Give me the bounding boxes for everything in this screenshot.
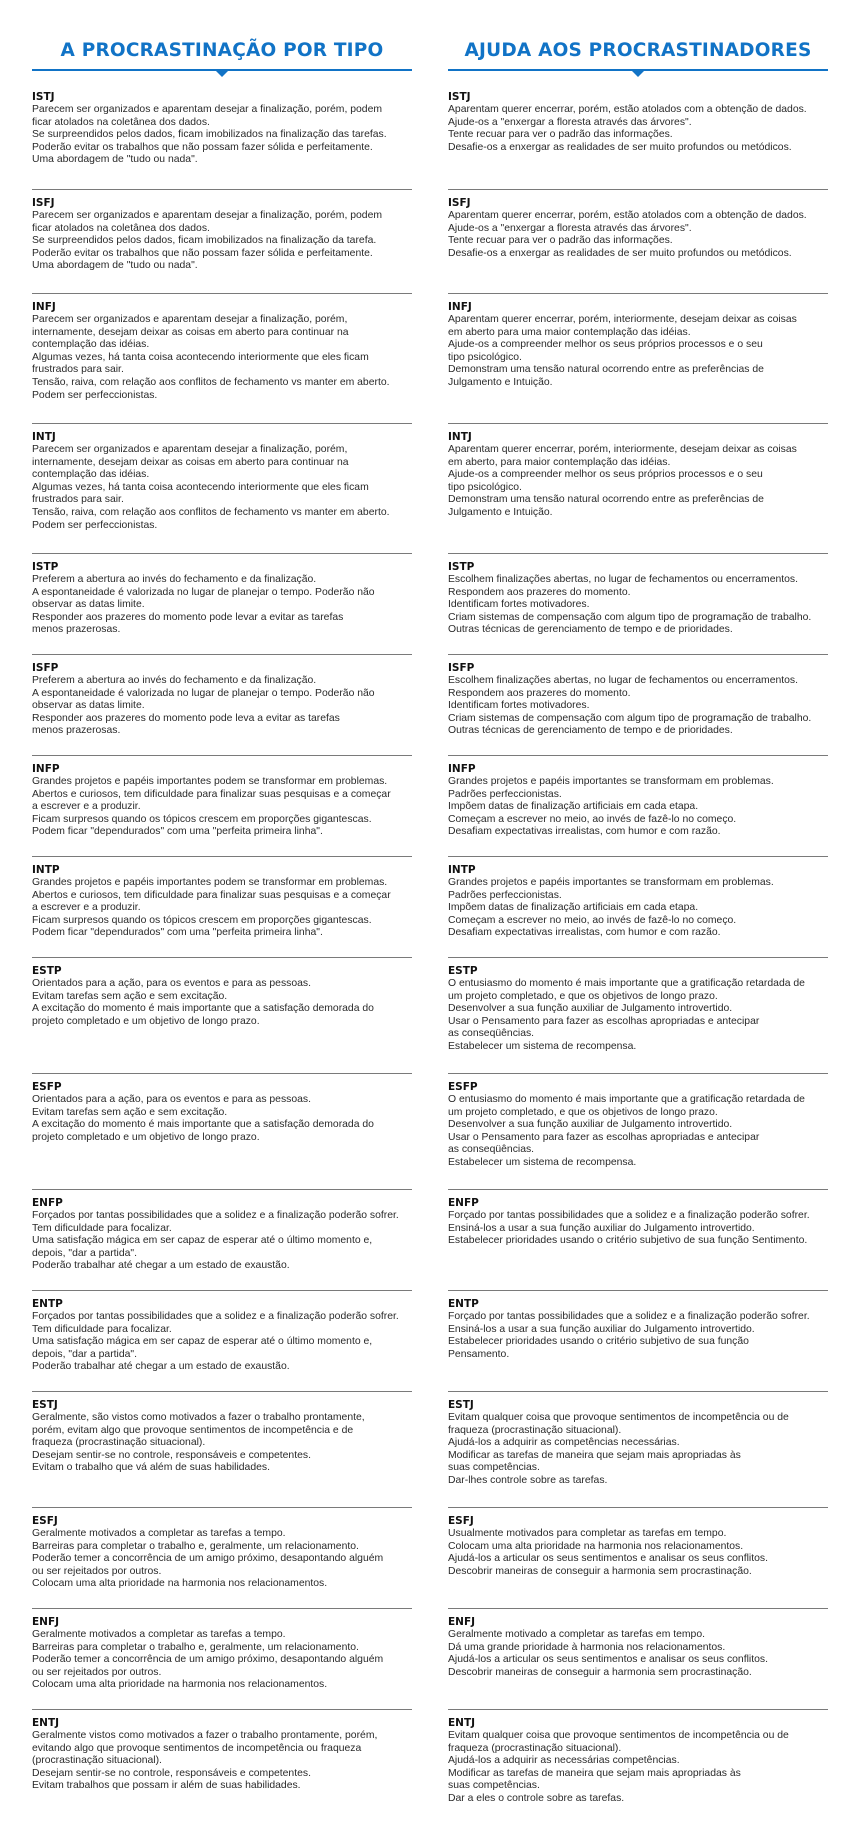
help-cell bbox=[448, 1073, 828, 1189]
description-line: A espontaneidade é valorizada no lugar de planejar o tempo. Poderão não bbox=[32, 586, 375, 598]
description-line: fraqueza (procrastinação situacional). bbox=[32, 1437, 206, 1449]
type-code: ENTJ bbox=[32, 1717, 60, 1729]
type-row bbox=[32, 85, 828, 189]
description-line: tipo psicológico. bbox=[448, 351, 522, 363]
description-line: Podem ficar "dependurados" com uma "perfeita primeira linha". bbox=[32, 826, 323, 838]
description-line: Identificam fortes motivadores. bbox=[448, 700, 590, 712]
help-cell bbox=[448, 85, 828, 189]
description-line: Demonstram uma tensão natural ocorrendo entre as preferências de bbox=[448, 364, 764, 376]
description-line: Poderão trabalhar até chegar a um estado de exaustão. bbox=[32, 1361, 290, 1373]
description-line: depois, "dar a partida". bbox=[32, 1348, 137, 1360]
description-line: Estabelecer um sistema de recompensa. bbox=[448, 1156, 637, 1168]
type-row bbox=[32, 1391, 828, 1507]
description-line: porém, evitam algo que provoque sentimentos de incompetência e de bbox=[32, 1424, 354, 1436]
type-code: ISFP bbox=[448, 662, 475, 674]
procrastination-cell bbox=[32, 755, 412, 856]
description-line: Desenvolver a sua função auxiliar de Julgamento introvertido. bbox=[448, 1119, 733, 1131]
left-column-title: A PROCRASTINAÇÃO POR TIPO bbox=[60, 40, 384, 61]
description-line: Identificam fortes motivadores. bbox=[448, 599, 590, 611]
description-line: Ficam surpresos quando os tópicos crescem em proporções gigantescas. bbox=[32, 813, 372, 825]
description-line: suas competências. bbox=[448, 1462, 540, 1474]
description-line: Tem dificuldade para focalizar. bbox=[32, 1222, 172, 1234]
description-line: Poderão temer a concorrência de um amigo próximo, desapontando alguém bbox=[32, 1553, 384, 1565]
description-line: Geralmente vistos como motivados a fazer o trabalho prontamente, porém, bbox=[32, 1730, 378, 1741]
description-line: Poderão trabalhar até chegar a um estado de exaustão. bbox=[32, 1260, 290, 1272]
description-line: internamente, desejam deixar as coisas em aberto para continuar na bbox=[32, 456, 349, 468]
procrastination-cell bbox=[32, 1608, 412, 1709]
description-line: A excitação do momento é mais importante que a satisfação demorada do bbox=[32, 1003, 374, 1015]
description-line: Podem ficar "dependurados" com uma "perfeita primeira linha". bbox=[32, 927, 323, 939]
type-code: INFP bbox=[448, 763, 476, 775]
help-cell bbox=[448, 856, 828, 957]
description-line: Começam a escrever no meio, ao invés de fazê-lo no começo. bbox=[448, 914, 737, 926]
description-line: Tensão, raiva, com relação aos conflitos de fechamento vs manter em aberto. bbox=[32, 376, 390, 388]
description-line: A espontaneidade é valorizada no lugar de planejar o tempo. Poderão não bbox=[32, 687, 375, 699]
description-line: Orientados para a ação, para os eventos e para as pessoas. bbox=[32, 1094, 311, 1105]
description-line: Outras técnicas de gerenciamento de tempo e de prioridades. bbox=[448, 725, 733, 737]
procrastination-cell bbox=[32, 856, 412, 957]
description-line: Geralmente motivado a completar as tarefas em tempo. bbox=[448, 1629, 705, 1640]
description-line: Desafiam expectativas irrealistas, com humor e com razão. bbox=[448, 826, 721, 838]
description-line: Abertos e curiosos, tem dificuldade para finalizar suas pesquisas e a começar bbox=[32, 889, 391, 901]
description-line: Ajudá-los a articular os seus sentimentos e analisar os seus conflitos. bbox=[448, 1654, 768, 1666]
procrastination-cell bbox=[32, 1709, 412, 1819]
right-column-title: AJUDA AOS PROCRASTINADORES bbox=[464, 40, 812, 61]
description-line: Tente recuar para ver o padrão das informações. bbox=[448, 129, 673, 141]
description-line: Julgamento e Intuição. bbox=[448, 506, 553, 518]
type-row bbox=[32, 957, 828, 1073]
help-cell bbox=[448, 654, 828, 755]
type-code: ISFJ bbox=[448, 197, 471, 209]
description-line: Podem ser perfeccionistas. bbox=[32, 519, 158, 531]
description-line: Colocam uma alta prioridade na harmonia nos relacionamentos. bbox=[448, 1540, 744, 1552]
help-cell bbox=[448, 189, 828, 293]
description-line: Dá uma grande prioridade à harmonia nos relacionamentos. bbox=[448, 1641, 726, 1653]
description-line: Usar o Pensamento para fazer as escolhas apropriadas e antecipar bbox=[448, 1131, 760, 1143]
procrastination-cell bbox=[32, 553, 412, 654]
description-line: Impõem datas de finalização artificiais em cada etapa. bbox=[448, 902, 699, 914]
description-line: Padrões perfeccionistas. bbox=[448, 889, 562, 901]
description-line: as conseqüências. bbox=[448, 1144, 535, 1156]
type-row bbox=[32, 553, 828, 654]
description-line: Ajudá-los a articular os seus sentimentos e analisar os seus conflitos. bbox=[448, 1553, 768, 1565]
description-line: Se surpreendidos pelos dados, ficam imobilizados na finalização da tarefa. bbox=[32, 235, 377, 247]
description-line: depois, "dar a partida". bbox=[32, 1247, 137, 1259]
description-line: em aberto, para maior contemplação das idéias. bbox=[448, 456, 671, 468]
description-line: Julgamento e Intuição. bbox=[448, 376, 553, 388]
procrastination-cell bbox=[32, 293, 412, 423]
type-code: ESTJ bbox=[448, 1399, 474, 1411]
description-line: fraqueza (procrastinação situacional). bbox=[448, 1424, 622, 1436]
description-line: Barreiras para completar o trabalho e, geralmente, um relacionamento. bbox=[32, 1641, 359, 1653]
description-line: Aparentam querer encerrar, porém, estão atolados com a obtenção de dados. bbox=[448, 104, 807, 115]
caret-down-icon bbox=[216, 71, 228, 77]
description-line: Aparentam querer encerrar, porém, interiormente, desejam deixar as coisas bbox=[448, 444, 797, 455]
help-cell bbox=[448, 423, 828, 553]
type-row bbox=[32, 654, 828, 755]
description-line: tipo psicológico. bbox=[448, 481, 522, 493]
description-line: Abertos e curiosos, tem dificuldade para finalizar suas pesquisas e a começar bbox=[32, 788, 391, 800]
type-code: ISTJ bbox=[32, 91, 55, 103]
caret-down-icon bbox=[632, 71, 644, 77]
left-column-header bbox=[32, 40, 412, 71]
description-line: frustrados para sair. bbox=[32, 494, 124, 506]
description-line: Escolhem finalizações abertas, no lugar de fechamentos ou encerramentos. bbox=[448, 574, 799, 585]
description-line: Preferem a abertura ao invés do fechamento e da finalização. bbox=[32, 675, 317, 686]
description-line: Uma satisfação mágica em ser capaz de esperar até o último momento e, bbox=[32, 1336, 373, 1348]
description-line: Respondem aos prazeres do momento. bbox=[448, 687, 631, 699]
description-line: Estabelecer um sistema de recompensa. bbox=[448, 1040, 637, 1052]
type-code: ISFP bbox=[32, 662, 59, 674]
description-line: Uma satisfação mágica em ser capaz de esperar até o último momento e, bbox=[32, 1235, 373, 1247]
right-column-header bbox=[448, 40, 828, 71]
type-row bbox=[32, 293, 828, 423]
description-line: Padrões perfeccionistas. bbox=[448, 788, 562, 800]
description-line: observar as datas limite. bbox=[32, 700, 145, 712]
help-cell bbox=[448, 1391, 828, 1507]
description-line: Colocam uma alta prioridade na harmonia nos relacionamentos. bbox=[32, 1679, 328, 1691]
description-line: um projeto completado, e que os objetivos de longo prazo. bbox=[448, 1106, 718, 1118]
type-code: ENTJ bbox=[448, 1717, 476, 1729]
description-line: Poderão evitar os trabalhos que não possam fazer sólida e perfeitamente. bbox=[32, 247, 373, 259]
description-line: Estabelecer prioridades usando o critério subjetivo de sua função bbox=[448, 1336, 749, 1348]
description-line: Responder aos prazeres do momento pode levar a evitar as tarefas bbox=[32, 611, 344, 623]
help-cell bbox=[448, 1290, 828, 1391]
description-line: A excitação do momento é mais importante que a satisfação demorada do bbox=[32, 1119, 374, 1131]
type-row bbox=[32, 423, 828, 553]
description-line: Demonstram uma tensão natural ocorrendo entre as preferências de bbox=[448, 494, 764, 506]
type-code: ESFJ bbox=[448, 1515, 474, 1527]
type-row bbox=[32, 1709, 828, 1819]
description-line: um projeto completado, e que os objetivos de longo prazo. bbox=[448, 990, 718, 1002]
description-line: Dar a eles o controle sobre as tarefas. bbox=[448, 1792, 625, 1804]
description-line: Poderão temer a concorrência de um amigo próximo, desapontando alguém bbox=[32, 1654, 384, 1666]
description-line: Evitam tarefas sem ação e sem excitação. bbox=[32, 990, 228, 1002]
description-line: Grandes projetos e papéis importantes se transformam em problemas. bbox=[448, 776, 774, 787]
description-line: Algumas vezes, há tanta coisa acontecendo interiormente que eles ficam bbox=[32, 351, 369, 363]
description-line: Forçado por tantas possibilidades que a solidez e a finalização poderão sofrer. bbox=[448, 1210, 810, 1221]
description-line: Modificar as tarefas de maneira que sejam mais apropriadas às bbox=[448, 1767, 741, 1779]
type-code: ENFP bbox=[448, 1197, 479, 1209]
type-row bbox=[32, 1189, 828, 1290]
description-line: Grandes projetos e papéis importantes podem se transformar em problemas. bbox=[32, 776, 388, 787]
description-line: Estabelecer prioridades usando o critério subjetivo de sua função Sentimento. bbox=[448, 1235, 808, 1247]
procrastination-cell bbox=[32, 654, 412, 755]
type-code: INFP bbox=[32, 763, 60, 775]
procrastination-cell bbox=[32, 189, 412, 293]
type-code: ESFJ bbox=[32, 1515, 58, 1527]
description-line: Ajude-os a compreender melhor os seus próprios processos e o seu bbox=[448, 339, 763, 351]
description-line: observar as datas limite. bbox=[32, 599, 145, 611]
description-line: ficar atolados na coletânea dos dados. bbox=[32, 222, 210, 234]
description-line: Parecem ser organizados e aparentam desejar a finalização, porém, bbox=[32, 314, 348, 325]
type-code: ISTJ bbox=[448, 91, 471, 103]
procrastination-cell bbox=[32, 1507, 412, 1608]
description-line: Desafie-os a enxergar as realidades de ser muito profundos ou metódicos. bbox=[448, 141, 792, 153]
description-line: Aparentam querer encerrar, porém, estão atolados com a obtenção de dados. bbox=[448, 210, 807, 221]
description-line: menos prazerosas. bbox=[32, 725, 121, 737]
description-line: Algumas vezes, há tanta coisa acontecendo interiormente que eles ficam bbox=[32, 481, 369, 493]
procrastination-cell bbox=[32, 1290, 412, 1391]
description-line: Evitam trabalhos que possam ir além de suas habilidades. bbox=[32, 1780, 301, 1792]
description-line: Orientados para a ação, para os eventos e para as pessoas. bbox=[32, 978, 311, 989]
help-cell bbox=[448, 293, 828, 423]
procrastination-cell bbox=[32, 957, 412, 1073]
description-line: contemplação das idéias. bbox=[32, 339, 150, 351]
description-line: Usar o Pensamento para fazer as escolhas apropriadas e antecipar bbox=[448, 1015, 760, 1027]
description-line: Impõem datas de finalização artificiais em cada etapa. bbox=[448, 801, 699, 813]
description-line: as conseqüências. bbox=[448, 1028, 535, 1040]
type-code: ESFP bbox=[448, 1081, 478, 1093]
type-code: ENTP bbox=[448, 1298, 479, 1310]
type-code: ISTP bbox=[448, 561, 475, 573]
description-line: internamente, desejam deixar as coisas em aberto para continuar na bbox=[32, 326, 349, 338]
description-line: O entusiasmo do momento é mais importante que a gratificação retardada de bbox=[448, 978, 805, 989]
description-line: Ajude-os a compreender melhor os seus próprios processos e o seu bbox=[448, 469, 763, 481]
help-cell bbox=[448, 1189, 828, 1290]
description-line: Responder aos prazeres do momento pode leva a evitar as tarefas bbox=[32, 712, 340, 724]
description-line: Ficam surpresos quando os tópicos crescem em proporções gigantescas. bbox=[32, 914, 372, 926]
description-line: Ajude-os a "enxergar a floresta através das árvores". bbox=[448, 116, 692, 128]
description-line: Grandes projetos e papéis importantes podem se transformar em problemas. bbox=[32, 877, 388, 888]
description-line: Desejam sentir-se no controle, responsáveis e competentes. bbox=[32, 1449, 311, 1461]
description-line: Ajude-os a "enxergar a floresta através das árvores". bbox=[448, 222, 692, 234]
help-cell bbox=[448, 553, 828, 654]
type-row bbox=[32, 1507, 828, 1608]
type-row bbox=[32, 189, 828, 293]
description-line: Parecem ser organizados e aparentam desejar a finalização, porém, bbox=[32, 444, 348, 455]
description-line: Evitam tarefas sem ação e sem excitação. bbox=[32, 1106, 228, 1118]
description-line: Desafie-os a enxergar as realidades de ser muito profundos ou metódicos. bbox=[448, 247, 792, 259]
description-line: ficar atolados na coletânea dos dados. bbox=[32, 116, 210, 128]
description-line: Geralmente, são vistos como motivados a fazer o trabalho prontamente, bbox=[32, 1412, 365, 1423]
description-line: Preferem a abertura ao invés do fechamento e da finalização. bbox=[32, 574, 317, 585]
type-code: ESFP bbox=[32, 1081, 62, 1093]
description-line: menos prazerosas. bbox=[32, 624, 121, 636]
description-line: Ajudá-los a adquirir as necessárias competências. bbox=[448, 1755, 680, 1767]
description-line: Descobrir maneiras de conseguir a harmonia sem procrastinação. bbox=[448, 1666, 752, 1678]
description-line: Geralmente motivados a completar as tarefas a tempo. bbox=[32, 1629, 286, 1640]
description-line: Modificar as tarefas de maneira que sejam mais apropriadas às bbox=[448, 1449, 741, 1461]
description-line: Forçados por tantas possibilidades que a solidez e a finalização poderão sofrer. bbox=[32, 1210, 399, 1221]
column-headers bbox=[32, 40, 828, 71]
description-line: ou ser rejeitados por outros. bbox=[32, 1666, 162, 1678]
help-cell bbox=[448, 755, 828, 856]
type-row bbox=[32, 1073, 828, 1189]
description-line: Tente recuar para ver o padrão das informações. bbox=[448, 235, 673, 247]
description-line: Evitam o trabalho que vá além de suas habilidades. bbox=[32, 1462, 270, 1474]
type-code: INFJ bbox=[32, 301, 56, 313]
description-line: Parecem ser organizados e aparentam desejar a finalização, porém, podem bbox=[32, 210, 383, 221]
description-line: Evitam qualquer coisa que provoque sentimentos de incompetência ou de bbox=[448, 1412, 789, 1423]
description-line: Parecem ser organizados e aparentam desejar a finalização, porém, podem bbox=[32, 104, 383, 115]
description-line: Desenvolver a sua função auxiliar de Julgamento introvertido. bbox=[448, 1003, 733, 1015]
description-line: Descobrir maneiras de conseguir a harmonia sem procrastinação. bbox=[448, 1565, 752, 1577]
description-line: a escrever e a produzir. bbox=[32, 902, 141, 914]
description-line: Ajudá-los a adquirir as competências necessárias. bbox=[448, 1437, 680, 1449]
description-line: Ensiná-los a usar a sua função auxiliar do Julgamento introvertido. bbox=[448, 1222, 755, 1234]
description-line: (procrastinação situacional). bbox=[32, 1755, 162, 1767]
description-line: suas competências. bbox=[448, 1780, 540, 1792]
type-row bbox=[32, 1290, 828, 1391]
type-code: ESTP bbox=[32, 965, 62, 977]
description-line: Outras técnicas de gerenciamento de tempo e de prioridades. bbox=[448, 624, 733, 636]
description-line: fraqueza (procrastinação situacional). bbox=[448, 1742, 622, 1754]
description-line: em aberto para uma maior contemplação das idéias. bbox=[448, 326, 691, 338]
description-line: Desejam sentir-se no controle, responsáveis e competentes. bbox=[32, 1767, 311, 1779]
description-line: Criam sistemas de compensação com algum tipo de programação de trabalho. bbox=[448, 712, 812, 724]
help-cell bbox=[448, 1507, 828, 1608]
description-line: Grandes projetos e papéis importantes se transformam em problemas. bbox=[448, 877, 774, 888]
type-code: INTP bbox=[32, 864, 60, 876]
description-line: Usualmente motivados para completar as tarefas em tempo. bbox=[448, 1528, 727, 1539]
type-code: INFJ bbox=[448, 301, 472, 313]
type-table bbox=[32, 85, 828, 1819]
type-code: ESTP bbox=[448, 965, 478, 977]
description-line: Criam sistemas de compensação com algum tipo de programação de trabalho. bbox=[448, 611, 812, 623]
description-line: Evitam qualquer coisa que provoque sentimentos de incompetência ou de bbox=[448, 1730, 789, 1741]
help-cell bbox=[448, 957, 828, 1073]
description-line: Forçados por tantas possibilidades que a solidez e a finalização poderão sofrer. bbox=[32, 1311, 399, 1322]
description-line: Ensiná-los a usar a sua função auxiliar do Julgamento introvertido. bbox=[448, 1323, 755, 1335]
type-row bbox=[32, 856, 828, 957]
description-line: Pensamento. bbox=[448, 1348, 510, 1360]
procrastination-cell bbox=[32, 1189, 412, 1290]
type-code: INTJ bbox=[448, 431, 472, 443]
description-line: Dar-lhes controle sobre as tarefas. bbox=[448, 1474, 608, 1486]
description-line: contemplação das idéias. bbox=[32, 469, 150, 481]
description-line: projeto completado e um objetivo de longo prazo. bbox=[32, 1015, 260, 1027]
description-line: a escrever e a produzir. bbox=[32, 801, 141, 813]
description-line: Geralmente motivados a completar as tarefas a tempo. bbox=[32, 1528, 286, 1539]
procrastination-cell bbox=[32, 423, 412, 553]
description-line: evitando algo que provoque sentimentos de incompetência ou fraqueza bbox=[32, 1742, 362, 1754]
help-cell bbox=[448, 1608, 828, 1709]
description-line: Desafiam expectativas irrealistas, com humor e com razão. bbox=[448, 927, 721, 939]
procrastination-cell bbox=[32, 1391, 412, 1507]
description-line: Forçado por tantas possibilidades que a solidez e a finalização poderão sofrer. bbox=[448, 1311, 810, 1322]
description-line: Barreiras para completar o trabalho e, geralmente, um relacionamento. bbox=[32, 1540, 359, 1552]
description-line: Tensão, raiva, com relação aos conflitos de fechamento vs manter em aberto. bbox=[32, 506, 390, 518]
type-code: ISFJ bbox=[32, 197, 55, 209]
procrastination-cell bbox=[32, 1073, 412, 1189]
description-line: O entusiasmo do momento é mais importante que a gratificação retardada de bbox=[448, 1094, 805, 1105]
type-code: ENFJ bbox=[32, 1616, 60, 1628]
type-code: INTJ bbox=[32, 431, 56, 443]
description-line: Aparentam querer encerrar, porém, interiormente, desejam deixar as coisas bbox=[448, 314, 797, 325]
type-code: INTP bbox=[448, 864, 476, 876]
description-line: frustrados para sair. bbox=[32, 364, 124, 376]
help-cell bbox=[448, 1709, 828, 1819]
description-line: Tem dificuldade para focalizar. bbox=[32, 1323, 172, 1335]
description-line: Uma abordagem de "tudo ou nada". bbox=[32, 260, 198, 272]
description-line: Se surpreendidos pelos dados, ficam imobilizados na finalização das tarefas. bbox=[32, 129, 387, 141]
type-code: ENFP bbox=[32, 1197, 63, 1209]
type-code: ENFJ bbox=[448, 1616, 476, 1628]
description-line: Respondem aos prazeres do momento. bbox=[448, 586, 631, 598]
description-line: Colocam uma alta prioridade na harmonia nos relacionamentos. bbox=[32, 1578, 328, 1590]
description-line: Podem ser perfeccionistas. bbox=[32, 389, 158, 401]
type-code: ENTP bbox=[32, 1298, 63, 1310]
type-row bbox=[32, 755, 828, 856]
description-line: projeto completado e um objetivo de longo prazo. bbox=[32, 1131, 260, 1143]
procrastination-cell bbox=[32, 85, 412, 189]
description-line: Uma abordagem de "tudo ou nada". bbox=[32, 154, 198, 166]
description-line: Começam a escrever no meio, ao invés de fazê-lo no começo. bbox=[448, 813, 737, 825]
type-code: ESTJ bbox=[32, 1399, 58, 1411]
type-code: ISTP bbox=[32, 561, 59, 573]
type-row bbox=[32, 1608, 828, 1709]
description-line: Escolhem finalizações abertas, no lugar de fechamentos ou encerramentos. bbox=[448, 675, 799, 686]
description-line: ou ser rejeitados por outros. bbox=[32, 1565, 162, 1577]
description-line: Poderão evitar os trabalhos que não possam fazer sólida e perfeitamente. bbox=[32, 141, 373, 153]
